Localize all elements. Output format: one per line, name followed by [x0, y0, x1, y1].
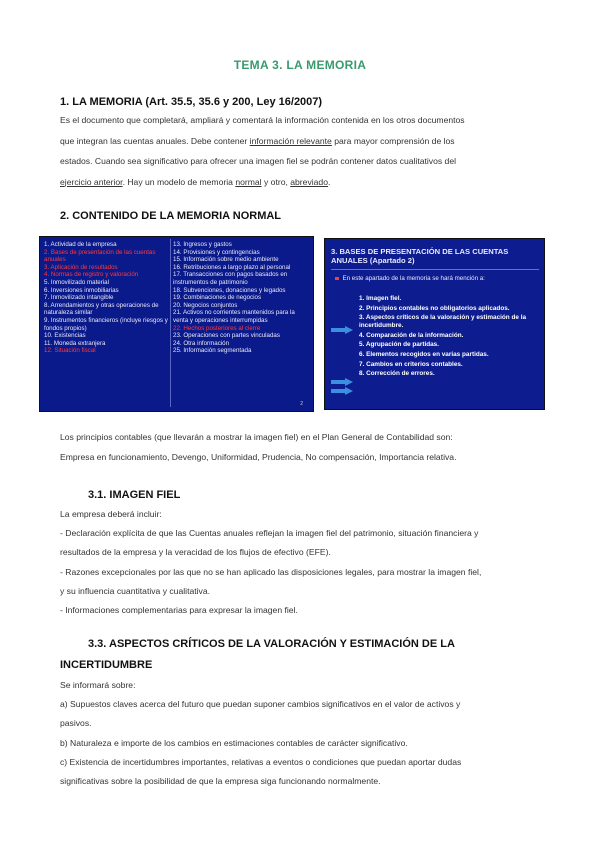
slide-list-item: 2. Bases de presentación de las cuentas anuales — [44, 248, 156, 264]
underlined-term: abreviado — [290, 176, 328, 187]
slide-list-item: 7. Cambios en criterios contables. — [359, 360, 463, 368]
slide-number: 2 — [300, 401, 303, 408]
body-line: y su influencia cuantitativa y cualitativa. — [60, 585, 210, 596]
slide-list-item: 5. Inmovilizado material — [44, 278, 109, 286]
slide-list-item: 6. Elementos recogidos en varias partidas. — [359, 350, 489, 358]
body-line: resultados de la empresa y la veracidad de los flujos de efectivo (EFE). — [60, 547, 331, 558]
body-line: b) Naturaleza e importe de los cambios en estimaciones contables de carácter significativo. — [60, 737, 408, 748]
body-line: La empresa deberá incluir: — [60, 509, 162, 519]
page-title: TEMA 3. LA MEMORIA — [233, 58, 367, 72]
underlined-term: información relevante — [249, 135, 332, 146]
slide-list-item: 8. Corrección de errores. — [359, 370, 435, 378]
section-3-3-heading: 3.3. ASPECTOS CRÍTICOS DE LA VALORACIÓN Y ESTIMACIÓN DE LA — [88, 638, 455, 650]
body-line: - Razones excepcionales por las que no se han aplicado las disposiciones legales, para mostrar la imagen fiel, — [60, 566, 482, 577]
slide-list-item: 22. Hechos posteriores al cierre — [173, 324, 261, 332]
slide-list-item: 14. Provisiones y contingencias — [173, 248, 260, 256]
slide-item-list — [359, 295, 535, 380]
principles-line-1: Los principios contables (que llevarán a mostrar la imagen fiel) en el Plan General de Contabilidad son: — [60, 432, 453, 442]
underlined-term: normal — [235, 176, 262, 187]
arrow-right-icon — [331, 378, 353, 386]
body-line: c) Existencia de incertidumbres importantes, relativas a eventos o condiciones que puedan aportar dudas — [60, 756, 462, 767]
principles-line-2: Empresa en funcionamiento, Devengo, Uniformidad, Prudencia, No compensación, Importancia relativa. — [60, 452, 457, 462]
body-line: significativas sobre la posibilidad de que la empresa siga funcionando normalmente. — [60, 776, 381, 786]
slide-list-item: 8. Arrendamientos y otras operaciones de naturaleza similar — [44, 301, 159, 317]
slide-column-left — [44, 241, 168, 355]
slide-list-item: 20. Negocios conjuntos — [173, 301, 238, 309]
slide-intro: En este apartado de la memoria se hará mención a: — [335, 275, 485, 283]
slide-list-item: 17. Transacciones con pagos basados en instrumentos de patrimonio — [173, 271, 288, 286]
slide-list-item: 12. Situación fiscal — [44, 347, 96, 355]
slide-list-item: 23. Operaciones con partes vinculadas — [173, 332, 280, 340]
para-line: que integran las cuentas anuales. Debe contener información relevante para mayor comprensión de los — [60, 135, 455, 146]
slide-list-item: 15. Información sobre medio ambiente — [173, 256, 279, 264]
slide-list-item: 1. Imagen fiel. — [359, 295, 402, 302]
bases-presentacion-slide — [324, 238, 545, 410]
body-line: - Declaración explícita de que las Cuentas anuales reflejan la imagen fiel del patrimonio, situación financiera y — [60, 528, 479, 539]
underlined-term: ejercicio anterior — [60, 176, 123, 187]
slide-list-item: 11. Moneda extranjera — [44, 339, 106, 347]
slide-list-item: 16. Retribuciones a largo plazo al personal — [173, 263, 291, 271]
para-line: estados. Cuando sea significativo para ofrecer una imagen fiel se podrán contener datos cualitativos del — [60, 156, 457, 166]
slide-list-item: 6. Inversiones inmobiliarias — [44, 286, 119, 294]
slide-divider — [170, 239, 171, 407]
para-line: Es el documento que completará, ampliará y comentará la información contenida en los otros documentos — [60, 115, 465, 125]
slide-list-item: 3. Aplicación de resultados — [44, 263, 118, 271]
slide-list-item: 3. Aspectos críticos de la valoración y estimación de la incertidumbre. — [359, 314, 527, 330]
section-1-heading: 1. LA MEMORIA (Art. 35.5, 35.6 y 200, Ley 16/2007) — [60, 96, 323, 108]
slide-list-item: 4. Normas de registro y valoración — [44, 271, 139, 279]
slide-list-item: 7. Inmovilizado intangible — [44, 294, 114, 302]
slide-title: 3. BASES DE PRESENTACIÓN DE LAS CUENTAS ANUALES (Apartado 2) — [331, 247, 509, 265]
slide-column-right — [173, 241, 309, 355]
slide-list-item: 25. Información segmentada — [173, 347, 252, 355]
slide-list-item: 2. Principios contables no obligatorios aplicados. — [359, 304, 510, 312]
body-line: pasivos. — [60, 718, 92, 729]
slide-list-item: 18. Subvenciones, donaciones y legados — [173, 286, 286, 294]
section-3-1-heading: 3.1. IMAGEN FIEL — [88, 489, 181, 501]
slide-list-item: 24. Otra información — [173, 339, 230, 347]
arrow-right-icon — [331, 387, 353, 395]
arrow-right-icon — [331, 326, 353, 334]
section-3-3-heading-cont: INCERTIDUMBRE — [60, 659, 153, 671]
slide-list-item: 21. Activos no corrientes mantenidos para la venta y operaciones interrumpidas — [173, 309, 295, 324]
body-line: a) Supuestos claves acerca del futuro que puedan suponer cambios significativos en el valor de activos y — [60, 699, 461, 710]
section-2-heading: 2. CONTENIDO DE LA MEMORIA NORMAL — [60, 210, 282, 222]
body-line: Se informará sobre: — [60, 680, 136, 690]
slide-list-item: 19. Combinaciones de negocios — [173, 294, 262, 302]
slide-list-item: 13. Ingresos y gastos — [173, 241, 232, 248]
body-line: - Informaciones complementarias para expresar la imagen fiel. — [60, 605, 298, 615]
section-1-paragraph — [60, 110, 550, 192]
para-line: ejercicio anterior. Hay un modelo de memoria normal y otro, abreviado. — [60, 176, 331, 187]
slide-list-item: 4. Comparación de la información. — [359, 331, 464, 339]
memoria-contents-slide — [39, 236, 314, 412]
slide-separator — [331, 269, 539, 270]
slide-list-item: 9. Instrumentos financieros (incluye riesgos y fondos propios) — [44, 316, 168, 332]
slide-list-item: 5. Agrupación de partidas. — [359, 341, 440, 349]
slide-list-item: 1. Actividad de la empresa — [44, 241, 117, 248]
slide-list-item: 10. Existencias — [44, 332, 86, 340]
square-bullet-icon — [335, 277, 339, 281]
